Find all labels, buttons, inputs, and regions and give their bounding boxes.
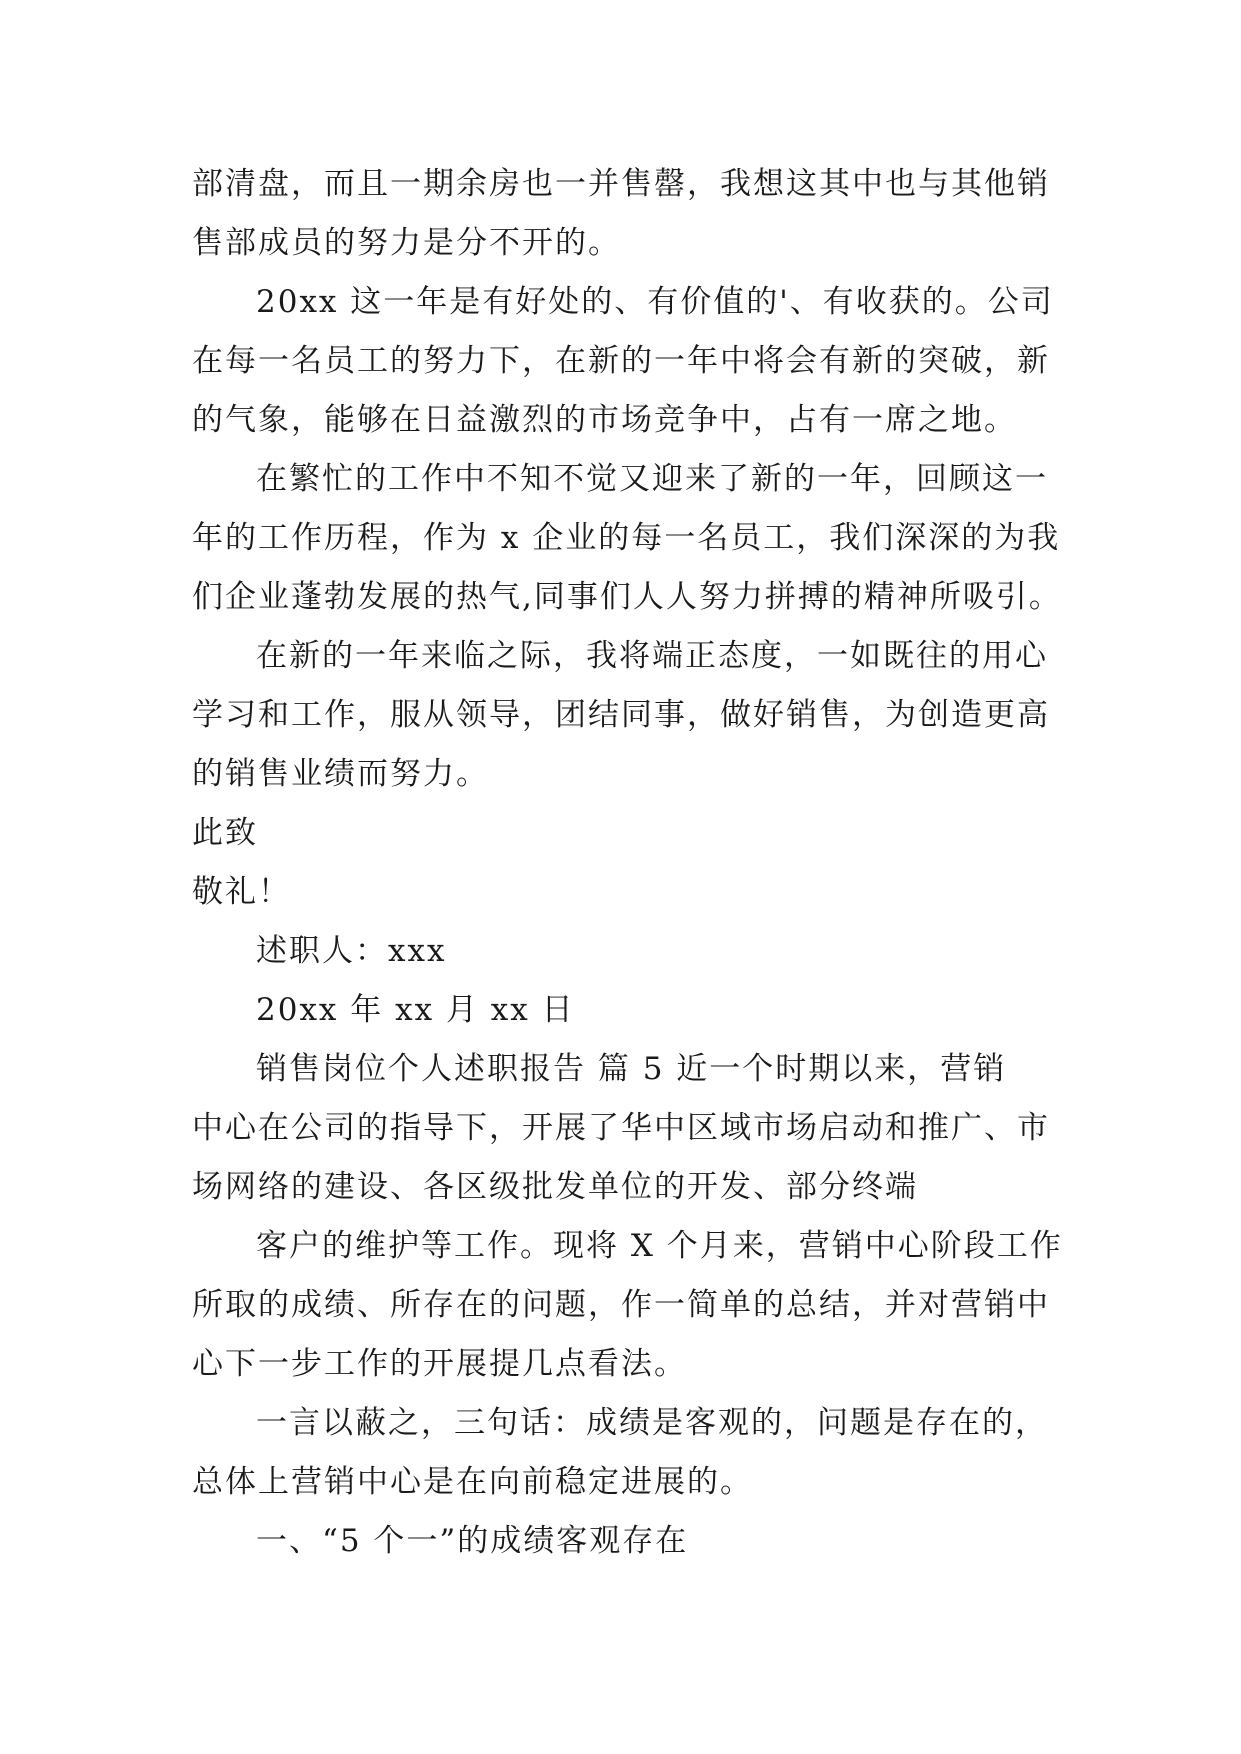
text-line: 一言以蔽之，三句话：成绩是客观的，问题是存在的， [256, 1405, 1048, 1441]
salutation-line: 此致 [192, 815, 258, 851]
text-line: 的气象，能够在日益激烈的市场竞争中，占有一席之地。 [192, 402, 1017, 438]
date-line: 20xx 年 xx 月 xx 日 [256, 992, 575, 1028]
text-line: 的销售业绩而努力。 [192, 756, 489, 792]
salutation-line: 敬礼！ [192, 874, 291, 910]
text-line: 售部成员的努力是分不开的。 [192, 225, 621, 261]
text-line: 总体上营销中心是在向前稳定进展的。 [192, 1464, 753, 1500]
text-line: 在每一名员工的努力下，在新的一年中将会有新的突破，新 [192, 343, 1050, 379]
text-line: 客户的维护等工作。现将 X 个月来，营销中心阶段工作 [256, 1228, 1063, 1264]
text-line: 学习和工作，服从领导，团结同事，做好销售，为创造更高 [192, 697, 1050, 733]
section-title-line: 销售岗位个人述职报告 篇 5 近一个时期以来，营销 [256, 1051, 1007, 1087]
signature-line: 述职人：xxx [256, 933, 447, 969]
text-line: 年的工作历程，作为 x 企业的每一名员工，我们深深的为我 [192, 520, 1061, 556]
text-line: 所取的成绩、所存在的问题，作一简单的总结，并对营销中 [192, 1287, 1050, 1323]
text-line: 20xx 这一年是有好处的、有价值的'、有收获的。公司 [256, 284, 1054, 320]
document-body [192, 155, 1062, 1571]
text-line: 心下一步工作的开展提几点看法。 [192, 1346, 687, 1382]
text-line: 在繁忙的工作中不知不觉又迎来了新的一年，回顾这一 [256, 461, 1048, 497]
text-line: 们企业蓬勃发展的热气,同事们人人努力拼搏的精神所吸引。 [192, 579, 1062, 615]
heading-line: 一、“5 个一”的成绩客观存在 [256, 1523, 689, 1559]
text-line: 部清盘，而且一期余房也一并售罄，我想这其中也与其他销 [192, 166, 1050, 202]
text-line: 在新的一年来临之际，我将端正态度，一如既往的用心 [256, 638, 1048, 674]
text-line: 场网络的建设、各区级批发单位的开发、部分终端 [192, 1169, 918, 1205]
text-line: 中心在公司的指导下，开展了华中区域市场启动和推广、市 [192, 1110, 1050, 1146]
